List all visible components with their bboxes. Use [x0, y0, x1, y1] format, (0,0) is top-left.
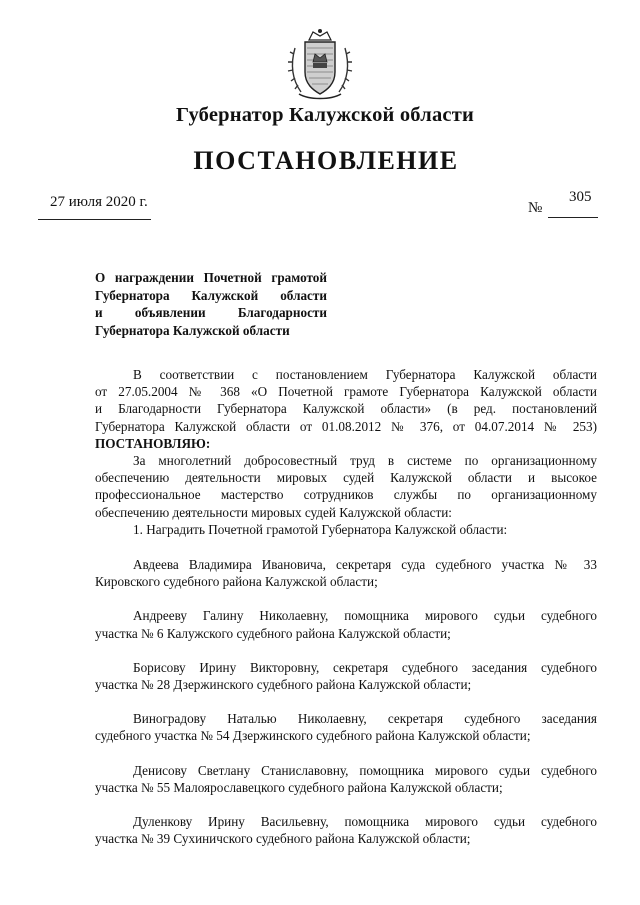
reason-line: профессиональное мастерство сотрудников службы по организационному: [95, 487, 597, 503]
awardee-line: судебного участка № 54 Дзержинского судебного района Калужской области;: [95, 728, 531, 744]
awardee-item: [95, 813, 597, 847]
awardee-line: Авдеева Владимира Ивановича, секретаря суда судебного участка № 33: [133, 557, 597, 573]
preamble-line: от 27.05.2004 № 368 «О Почетной грамоте Губернатора Калужской области: [95, 384, 597, 400]
document-date: 27 июля 2020 г.: [50, 194, 148, 210]
awardee-item: [95, 762, 597, 796]
awardee-item: [95, 659, 597, 693]
subject-line: Губернатора Калужской области: [95, 322, 290, 338]
awardee-line: Виноградову Наталью Николаевну, секретаря судебного заседания: [133, 711, 597, 727]
spacer: [95, 693, 597, 710]
document-type-heading: ПОСТАНОВЛЕНИЕ: [193, 146, 459, 175]
number-sign: №: [528, 200, 543, 216]
reason-line: За многолетний добросовестный труд в системе по организационному: [133, 453, 597, 469]
date-underline: [38, 219, 151, 220]
awardee-item: [95, 607, 597, 641]
decree-body: [95, 366, 597, 847]
preamble-line: и Благодарности Губернатора Калужской области» (в ред. постановлений: [95, 401, 597, 417]
preamble-line: В соответствии с постановлением Губернатора Калужской области: [133, 367, 597, 382]
awardee-line: участка № 55 Малоярославецкого судебного района Калужской области;: [95, 779, 503, 795]
awardee-line: Андрееву Галину Николаевну, помощника мирового судьи судебного: [133, 608, 597, 624]
decree-word: ПОСТАНОВЛЯЮ:: [95, 435, 211, 451]
clause-1: 1. Наградить Почетной грамотой Губернатора Калужской области:: [133, 521, 508, 537]
spacer: [95, 642, 597, 659]
spacer: [95, 745, 597, 762]
number-underline: [548, 217, 598, 218]
awardee-line: Борисову Ирину Викторовну, секретаря судебного заседания судебного: [133, 659, 597, 675]
awardee-item: [95, 556, 597, 590]
subject-line: Губернатора Калужской области: [95, 287, 327, 303]
awardee-line: Дуленкову Ирину Васильевну, помощника мирового судьи судебного: [133, 814, 597, 830]
awardee-line: участка № 6 Калужского судебного района Калужской области;: [95, 625, 451, 641]
awardee-item: [95, 710, 597, 744]
spacer: [95, 590, 597, 607]
reason-line: обеспечению деятельности мировых судей Калужской области и высокое: [95, 470, 597, 486]
spacer: [95, 796, 597, 813]
issuer-title: Губернатор Калужской области: [176, 104, 474, 126]
awardee-line: Денисову Светлану Станиславовну, помощника мирового судьи судебного: [133, 762, 597, 778]
decree-subject: [95, 269, 327, 339]
preamble-line: Губернатора Калужской области от 01.08.2012 № 376, от 04.07.2014 № 253): [95, 418, 597, 434]
reason-line: обеспечению деятельности мировых судей Калужской области:: [95, 504, 452, 520]
coat-of-arms-icon: [285, 26, 355, 102]
awardee-line: Кировского судебного района Калужской области;: [95, 574, 378, 590]
subject-line: и объявлении Благодарности: [95, 305, 327, 320]
awardee-line: участка № 28 Дзержинского судебного района Калужской области;: [95, 677, 472, 693]
document-number: 305: [569, 189, 592, 205]
subject-line: О награждении Почетной грамотой: [95, 270, 327, 285]
awardee-line: участка № 39 Сухиничского судебного района Калужской области;: [95, 831, 471, 847]
spacer: [95, 538, 597, 556]
